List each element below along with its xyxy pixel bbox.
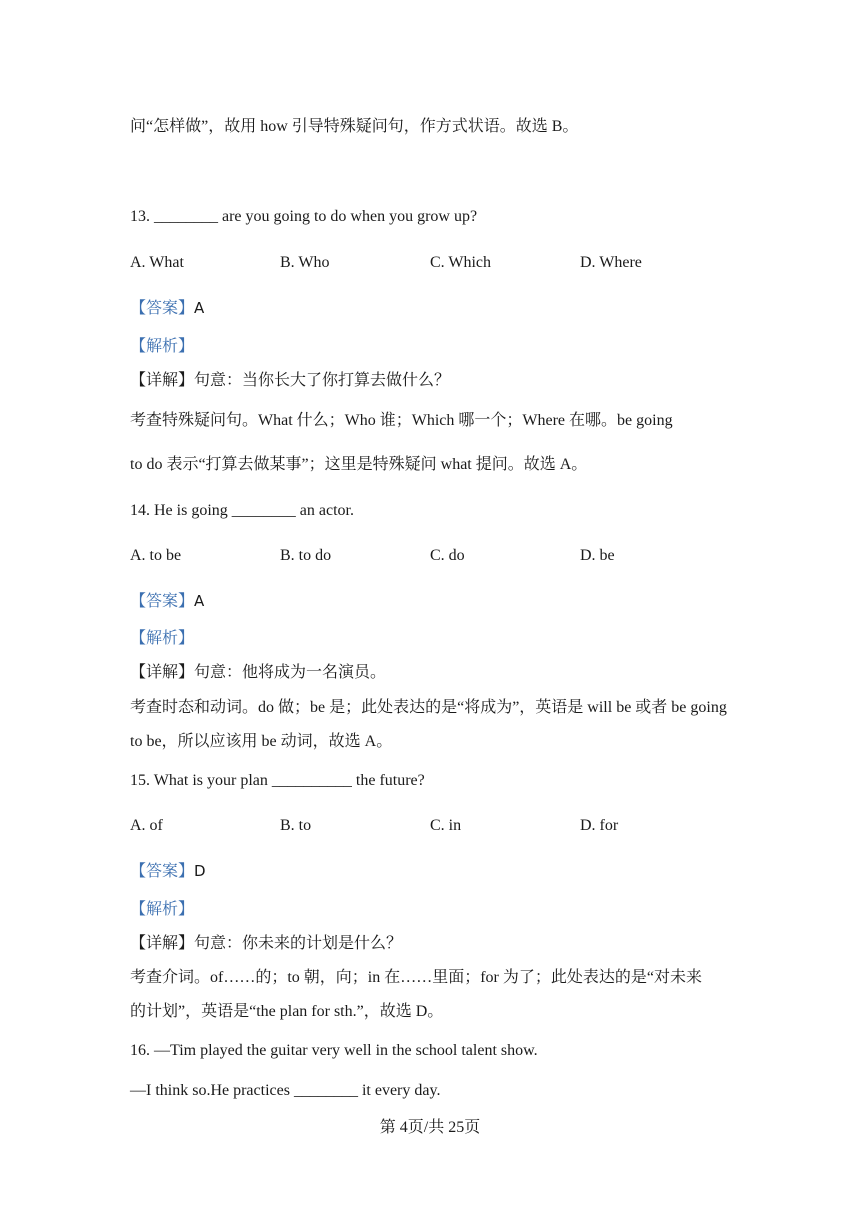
q15-analysis-tag: 【解析】 — [130, 901, 195, 918]
q14-option-b: B. to do — [280, 547, 332, 564]
q15-explain-1: 考查介词。of……的；to 朝，向；in 在……里面；for 为了；此处表达的是“对未来 — [130, 969, 702, 986]
q13-option-c: C. Which — [430, 254, 492, 271]
q15-option-c: C. in — [430, 817, 462, 834]
q13-explain-2: to do 表示“打算去做某事”；这里是特殊疑问 what 提问。故选 A。 — [130, 456, 588, 473]
q13-option-d: D. Where — [580, 254, 642, 271]
question-16-stem: 16. —Tim played the guitar very well in the school talent show. — [130, 1042, 538, 1059]
q13-option-a: A. What — [130, 254, 184, 271]
q15-explain-2: 的计划”，英语是“the plan for sth.”，故选 D。 — [130, 1003, 444, 1020]
page-footer: 第 4页/共 25页 — [379, 1119, 481, 1136]
q13-explain-1: 考查特殊疑问句。What 什么；Who 谁；Which 哪一个；Where 在哪。be going — [130, 412, 673, 429]
q14-answer-row — [130, 591, 204, 612]
question-16-line-2: —I think so.He practices ________ it every day. — [130, 1082, 441, 1099]
q13-answer-tag: 【答案】 — [130, 300, 195, 317]
q13-answer-row — [130, 298, 204, 319]
q15-option-b: B. to — [280, 817, 312, 834]
q13-detail: 【详解】句意：当你长大了你打算去做什么？ — [130, 372, 451, 389]
q14-option-c: C. do — [430, 547, 465, 564]
q15-detail: 【详解】句意：你未来的计划是什么？ — [130, 935, 403, 952]
q15-answer: D — [194, 862, 206, 880]
q14-answer: A — [194, 592, 205, 610]
q13-option-b: B. Who — [280, 254, 330, 271]
q14-detail: 【详解】句意：他将成为一名演员。 — [130, 664, 387, 681]
q13-analysis-tag: 【解析】 — [130, 338, 195, 355]
question-14-stem: 14. He is going ________ an actor. — [130, 502, 354, 519]
q14-analysis-tag: 【解析】 — [130, 630, 195, 647]
q14-explain-2: to be，所以应该用 be 动词，故选 A。 — [130, 733, 393, 750]
q15-option-a: A. of — [130, 817, 163, 834]
q13-answer: A — [194, 299, 205, 317]
q15-answer-tag: 【答案】 — [130, 863, 195, 880]
q14-option-d: D. be — [580, 547, 615, 564]
q14-option-a: A. to be — [130, 547, 182, 564]
q15-option-d: D. for — [580, 817, 619, 834]
question-15-stem: 15. What is your plan __________ the future? — [130, 772, 425, 789]
q14-explain-1: 考查时态和动词。do 做；be 是；此处表达的是“将成为”，英语是 will be 或者 be going — [130, 699, 727, 716]
intro-text: 问“怎样做”，故用 how 引导特殊疑问句，作方式状语。故选 B。 — [130, 118, 579, 135]
q14-answer-tag: 【答案】 — [130, 593, 195, 610]
q15-answer-row — [130, 861, 206, 882]
question-13-stem: 13. ________ are you going to do when you grow up? — [130, 208, 478, 225]
